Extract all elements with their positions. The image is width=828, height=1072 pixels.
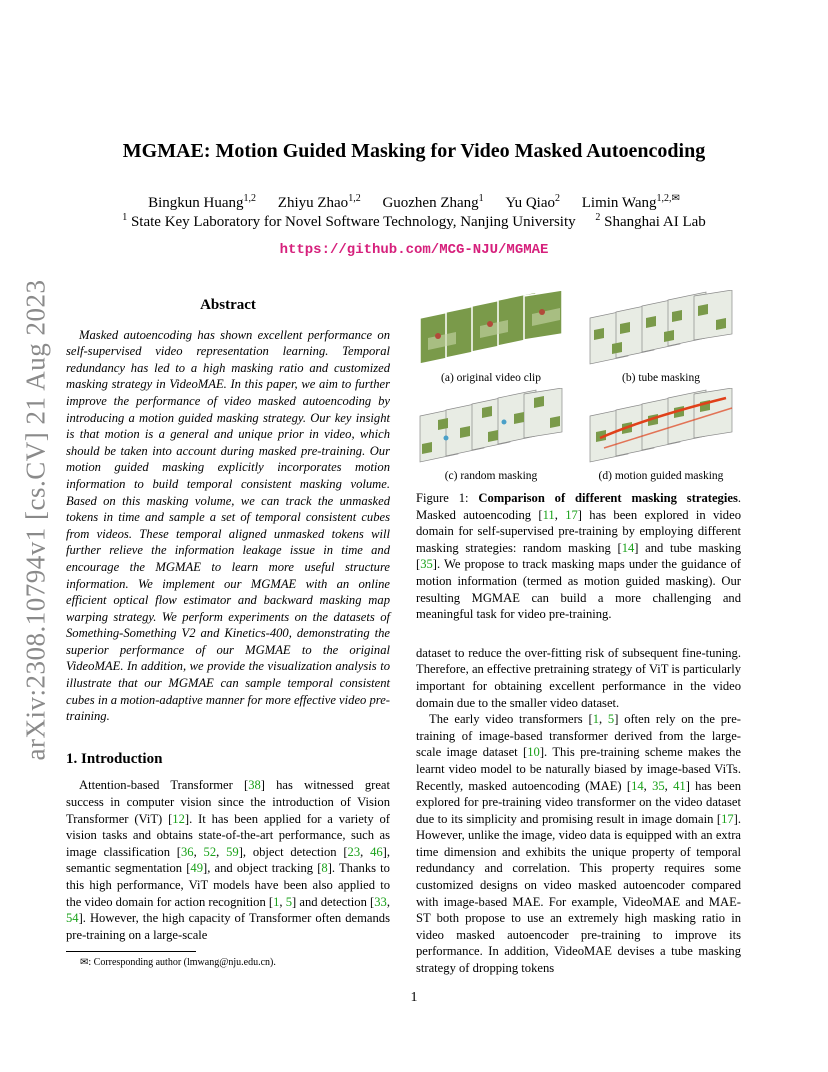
author: Yu Qiao$^2$ (505, 193, 560, 211)
author: Zhiyu Zhao$^{1,2}$ (277, 193, 361, 211)
video-clip-illustration (416, 290, 566, 368)
figure-panel-caption: (d) motion guided masking (598, 470, 724, 482)
author: Bingkun Huang$^{1,2}$ (148, 193, 257, 211)
citation-link[interactable]: 11 (542, 507, 555, 522)
figure-panel-tube-masking (586, 290, 736, 387)
figure-panel-caption: (b) tube masking (622, 372, 700, 384)
citation-link[interactable]: 5 (607, 712, 615, 727)
motion-guided-masking-illustration (586, 388, 736, 466)
citation-link[interactable]: 8 (321, 861, 328, 876)
figure-panel-caption: (c) random masking (444, 470, 538, 482)
right-column (416, 290, 741, 977)
citation-link[interactable]: 5 (285, 894, 293, 909)
affiliation: $^2$ Shanghai AI Lab (595, 212, 706, 230)
author-list (0, 195, 828, 212)
citation-link[interactable]: 36 (181, 844, 194, 859)
citation-link[interactable]: 14 (631, 778, 644, 793)
author: Limin Wang$^{1,2,✉}$ (581, 193, 680, 211)
citation-link[interactable]: 17 (721, 811, 734, 826)
body-paragraph: The early video transformers [1, 5] often rely on the pre-training of image-based transformer derived from the large-scale image dataset [10]. This pre-training scheme makes the learnt video model to be naturally biased by image-based ViTs. Recently, masked autoencoding (MAE) [14, 35, 41] has been explored for pre-training video transformer on the video dataset due to its simplicity and promising result in image domain [17]. However, unlike the image, video data is equipped with an extra time dimension and exhibits the unique property of temporal redundancy and correlation. This property requires some customized designs on video masked autoencoder compared with image-based MAE. For example, VideoMAE and MAE-ST both propose to use an extremely high masking ratio in video masked autoencoder pre-training to improve its performance. In addition, VideoMAE devises a tube masking strategy of dropping tokens (416, 712, 742, 976)
citation-link[interactable]: 54 (66, 911, 79, 926)
citation-link[interactable]: 23 (347, 844, 361, 859)
citation-link[interactable]: 41 (673, 778, 686, 793)
page-number: 1 (410, 990, 418, 1005)
footnote-divider (66, 951, 196, 952)
citation-link[interactable]: 10 (527, 745, 540, 760)
citation-link[interactable]: 17 (565, 507, 578, 522)
citation-link[interactable]: 12 (172, 811, 185, 826)
citation-link[interactable]: 38 (248, 778, 261, 793)
arxiv-stamp: arXiv:2308.10794v1 [cs.CV] 21 Aug 2023 (20, 279, 51, 761)
figure-panel-original-clip (416, 290, 566, 387)
citation-link[interactable]: 14 (621, 540, 635, 555)
citation-link[interactable]: 35 (652, 778, 665, 793)
section-heading-introduction: 1. Introduction (66, 750, 163, 767)
author: Guozhen Zhang$^1$ (382, 193, 484, 211)
citation-link[interactable]: 35 (420, 557, 433, 572)
body-paragraph: dataset to reduce the over-fitting risk of subsequent fine-tuning. Therefore, an effective pretraining strategy of ViT is particularly important for obtaining excellent performance in the video domain due to the smaller video dataset. (416, 645, 741, 710)
random-masking-illustration (416, 388, 566, 466)
citation-link[interactable]: 1 (273, 894, 280, 909)
figure-panel-motion-guided-masking (586, 388, 736, 485)
paper-title: MGMAE: Motion Guided Masking for Video Masked Autoencoding (122, 140, 706, 162)
citation-link[interactable]: 59 (226, 844, 239, 859)
figure-1 (416, 290, 741, 480)
citation-link[interactable]: 46 (370, 844, 383, 859)
abstract-body: Masked autoencoding has shown excellent performance on self-supervised video representation learning. Temporal redundancy has led to a high masking ratio and customized masking strategy in VideoMAE. In this paper, we aim to further improve the performance of video masked autoencoding by introducing a motion guided masking strategy. Our key insight is that motion is a general and unique prior in video, which should be taken into account during masked pre-training. Our motion guided masking explicitly incorporates motion information to build temporal consistent masking volume. Based on this masking volume, we can track the unmasked tokens in time and sample a set of temporal consistent cubes from videos. These temporal aligned unmasked tokens will further relieve the information leakage issue in time and encourage the MGMAE to learn more useful structure information. We implement our MGMAE with an online efficient optical flow estimator and backward masking map warping strategy. We perform experiments on the datasets of Something-Something V2 and Kinetics-400, demonstrating the superior performance of our MGMAE to the original VideoMAE. In addition, we provide the visualization analysis to illustrate that our MGMAE can sample temporal consistent cubes in a motion-adaptive manner for more effective video pre-training. (66, 327, 390, 724)
left-column (66, 297, 390, 969)
affiliations (0, 214, 828, 231)
figure-panel-random-masking (416, 388, 566, 485)
citation-link[interactable]: 49 (190, 861, 204, 876)
intro-paragraph: Attention-based Transformer [38] has witnessed great success in computer vision since the introduction of Vision Transformer (ViT) [12]. It has been applied for a variety of vision tasks and obtains state-of-the-art performance, such as image classification [36, 52, 59], object detection [23, 46], semantic segmentation [49], and object tracking [8]. Thanks to this high performance, ViT models have been also applied to the video domain for action recognition [1, 5] and detection [33, 54]. However, the high capacity of Transformer often demands pre-training on a large-scale (66, 778, 391, 942)
citation-link[interactable]: 33 (374, 894, 387, 909)
footnote: ✉: Corresponding author (lmwang@nju.edu.cn). (80, 957, 276, 969)
tube-masking-illustration (586, 290, 736, 368)
citation-link[interactable]: 52 (203, 844, 217, 859)
code-url-link[interactable]: https://github.com/MCG-NJU/MGMAE (279, 242, 549, 258)
affiliation: $^1$ State Key Laboratory for Novel Software Technology, Nanjing University (122, 212, 576, 230)
figure-panel-caption: (a) original video clip (441, 372, 541, 384)
abstract-heading: Abstract (200, 297, 256, 313)
figure-caption: Figure 1: Comparison of different masking strategies. Masked autoencoding [11, 17] has been explored in video domain for self-supervised pre-training by employing different masking strategies: random masking [14] and tube masking [35]. We propose to track masking maps under the guidance of motion information (termed as motion guided masking). Our resulting MGMAE can build a more challenging and meaningful task for video pre-training. (416, 491, 741, 622)
citation-link[interactable]: 1 (592, 712, 599, 727)
